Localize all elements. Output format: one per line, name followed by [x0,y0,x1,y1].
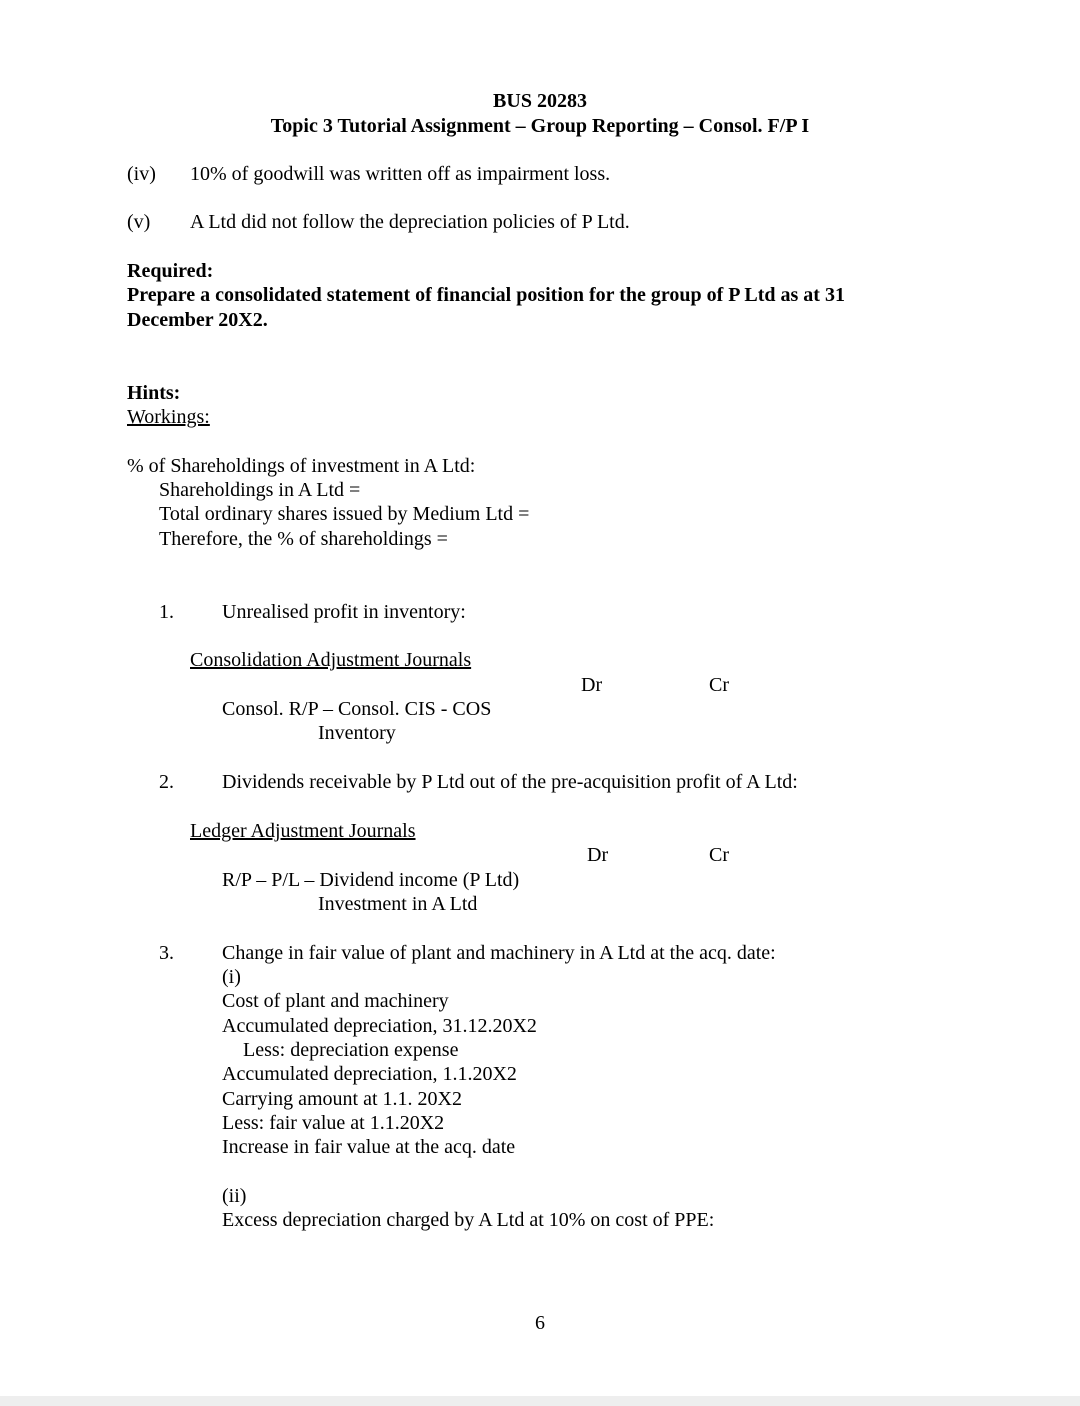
note-number: (iv) [127,163,156,185]
document-title: Topic 3 Tutorial Assignment – Group Reporting – Consol. F/P I [270,115,810,137]
working-line: Carrying amount at 1.1. 20X2 [222,1088,462,1110]
journal-credit-entry: Inventory [318,722,396,744]
note-number: (v) [127,211,151,233]
working-line: Less: depreciation expense [243,1039,459,1061]
item-text: Dividends receivable by P Ltd out of the pre-acquisition profit of A Ltd: [222,771,798,793]
cr-header: Cr [709,844,729,866]
required-text-line1: Prepare a consolidated statement of financial position for the group of P Ltd as at 31 [127,284,845,306]
shareholdings-line: Therefore, the % of shareholdings = [159,528,448,550]
working-line: Excess depreciation charged by A Ltd at 10% on cost of PPE: [222,1209,715,1231]
viewer-bottom-bar [0,1396,1080,1406]
shareholdings-line: Total ordinary shares issued by Medium Ltd = [159,503,530,525]
working-line: Increase in fair value at the acq. date [222,1136,516,1158]
item-number: 1. [159,601,174,623]
working-line: Less: fair value at 1.1.20X2 [222,1112,445,1134]
hints-label: Hints: [127,382,181,404]
working-line: Cost of plant and machinery [222,990,449,1012]
shareholdings-line: Shareholdings in A Ltd = [159,479,361,501]
journal-title: Consolidation Adjustment Journals [190,649,472,671]
journal-debit-entry: R/P – P/L – Dividend income (P Ltd) [222,869,520,891]
working-line: Accumulated depreciation, 1.1.20X2 [222,1063,517,1085]
note-text: A Ltd did not follow the depreciation policies of P Ltd. [190,211,630,233]
sub-item-label: (ii) [222,1185,247,1207]
page-number: 6 [535,1312,545,1334]
required-text-line2: December 20X2. [127,309,268,331]
required-label: Required: [127,260,214,282]
journal-debit-entry: Consol. R/P – Consol. CIS - COS [222,698,492,720]
cr-header: Cr [709,674,729,696]
workings-label: Workings: [127,406,210,428]
shareholdings-heading: % of Shareholdings of investment in A Ltd: [127,455,476,477]
sub-item-label: (i) [222,966,241,988]
item-number: 2. [159,771,174,793]
dr-header: Dr [581,674,603,696]
journal-title: Ledger Adjustment Journals [190,820,416,842]
journal-credit-entry: Investment in A Ltd [318,893,478,915]
dr-header: Dr [587,844,609,866]
note-text: 10% of goodwill was written off as impairment loss. [190,163,611,185]
item-number: 3. [159,942,174,964]
item-text: Change in fair value of plant and machinery in A Ltd at the acq. date: [222,942,776,964]
item-text: Unrealised profit in inventory: [222,601,466,623]
working-line: Accumulated depreciation, 31.12.20X2 [222,1015,537,1037]
course-code: BUS 20283 [493,90,587,112]
